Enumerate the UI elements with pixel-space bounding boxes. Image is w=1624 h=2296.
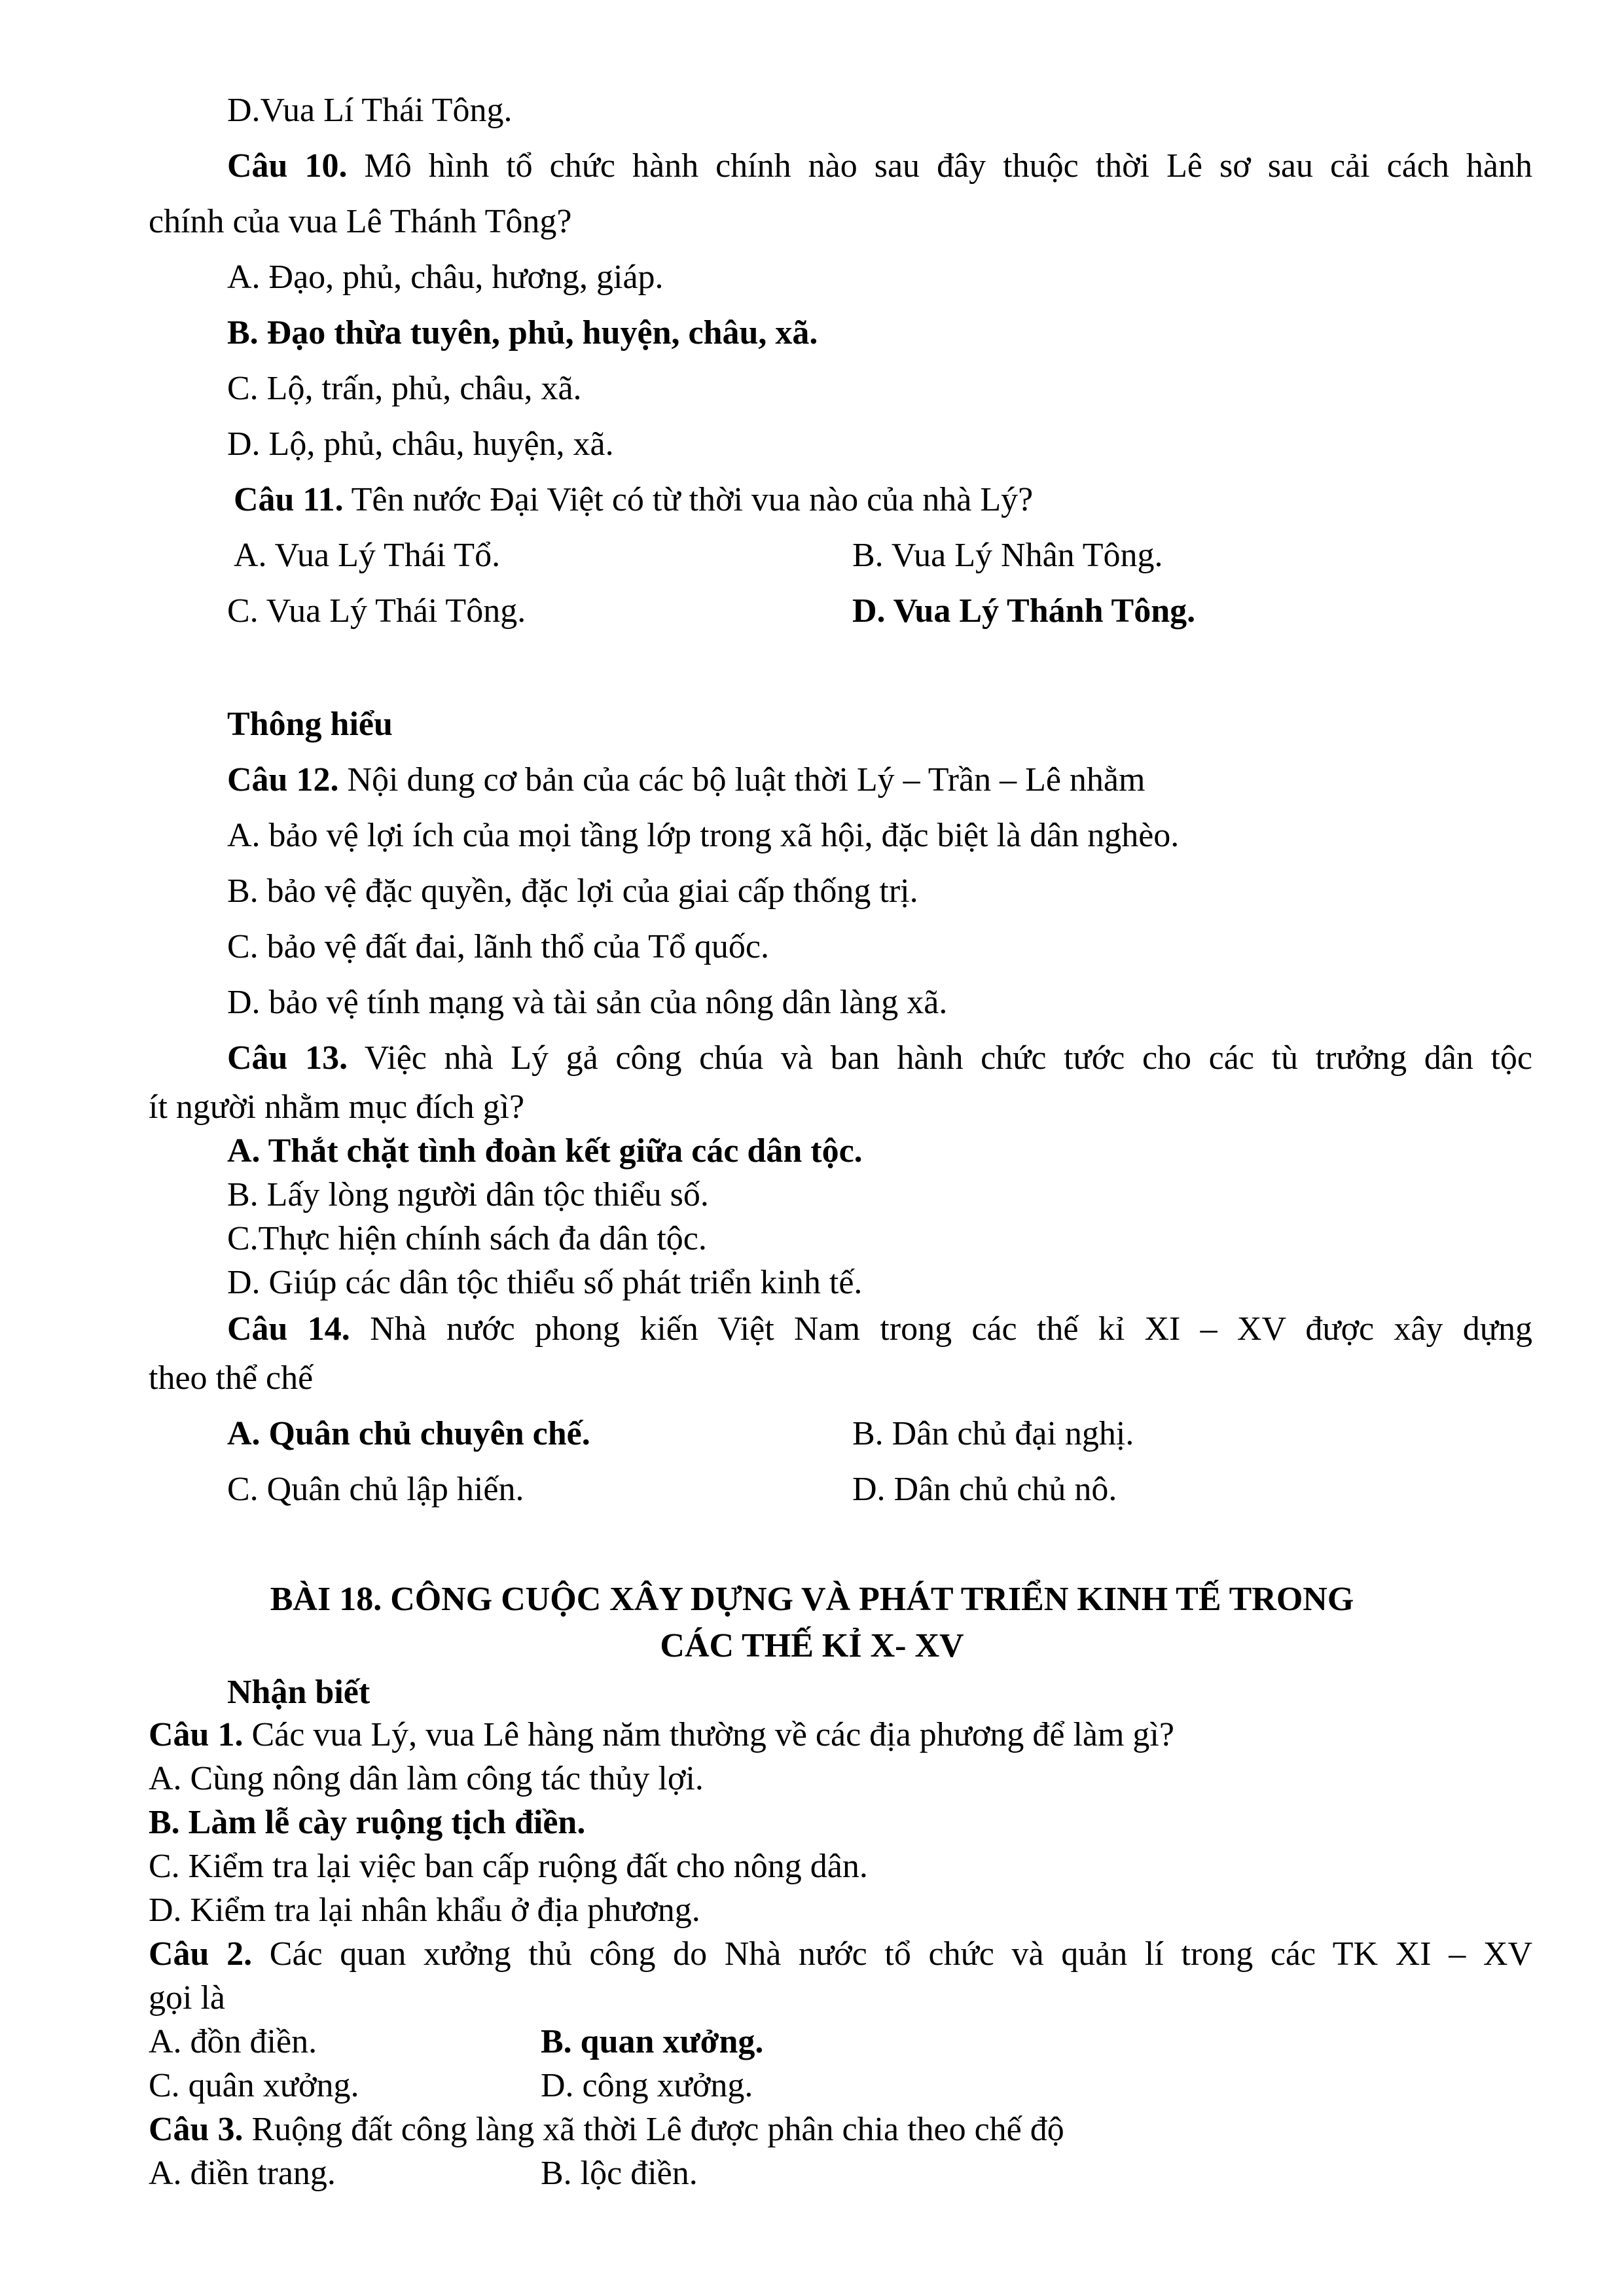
answer-option-c: C. quân xưởng. (149, 2067, 359, 2104)
lesson-title-continued: CÁC THẾ KỈ X- XV (660, 1627, 964, 1664)
question-11 (234, 483, 1033, 517)
answer-option-d: D. Lộ, phủ, châu, huyện, xã. (227, 425, 614, 463)
question-label: Câu 14. (227, 1310, 350, 1348)
answer-option-b: B. Lấy lòng người dân tộc thiểu số. (227, 1176, 709, 1213)
question-text: Các vua Lý, vua Lê hàng năm thường về các địa phương để làm gì? (243, 1716, 1174, 1753)
answer-option-b-correct: B. Làm lễ cày ruộng tịch điền. (149, 1804, 586, 1841)
answer-option-d: D. công xưởng. (541, 2067, 753, 2104)
answer-option-a-correct: A. Quân chủ chuyên chế. (227, 1415, 590, 1452)
answer-option-c: C. Lộ, trấn, phủ, châu, xã. (227, 370, 582, 407)
question-text: Các quan xưởng thủ công do Nhà nước tổ chức và quản lí trong các TK XI – XV (252, 1935, 1532, 1973)
question-12 (227, 763, 1145, 797)
question-label: Câu 10. (227, 147, 348, 185)
answer-option-a-correct: A. Thắt chặt tình đoàn kết giữa các dân tộc. (227, 1132, 863, 1170)
answer-option-d: D. Giúp các dân tộc thiểu số phát triển kinh tế. (227, 1264, 863, 1301)
answer-option-c: C. bảo vệ đất đai, lãnh thổ của Tổ quốc. (227, 928, 769, 965)
answer-option-a: A. bảo vệ lợi ích của mọi tầng lớp trong xã hội, đặc biệt là dân nghèo. (227, 817, 1180, 854)
question-label: Câu 13. (227, 1039, 348, 1077)
section-heading: Nhận biết (227, 1674, 370, 1711)
question-label: Câu 12. (227, 761, 339, 798)
question-text: Tên nước Đại Việt có từ thời vua nào của nhà Lý? (343, 481, 1034, 518)
section-heading: Thông hiểu (227, 706, 393, 743)
answer-option-a: A. đồn điền. (149, 2023, 317, 2060)
answer-option-c: C.Thực hiện chính sách đa dân tộc. (227, 1220, 707, 1257)
answer-option-c: C. Quân chủ lập hiến. (227, 1471, 524, 1508)
question-text: Việc nhà Lý gả công chúa và ban hành chức tước cho các tù trưởng dân tộc (348, 1039, 1532, 1077)
question-label: Câu 11. (234, 481, 344, 518)
question-text: Ruộng đất công làng xã thời Lê được phân chia theo chế độ (243, 2111, 1064, 2148)
answer-option-c: C. Kiểm tra lại việc ban cấp ruộng đất cho nông dân. (149, 1848, 868, 1885)
question-10 (227, 149, 1532, 183)
question-14 (227, 1312, 1532, 1346)
answer-option-d: D. Dân chủ chủ nô. (852, 1471, 1117, 1508)
question-text: Nội dung cơ bản của các bộ luật thời Lý – Trần – Lê nhằm (338, 761, 1146, 798)
question-2 (149, 1937, 1532, 1971)
answer-option-c: C. Vua Lý Thái Tông. (227, 592, 526, 630)
answer-option-d: D. bảo vệ tính mạng và tài sản của nông dân làng xã. (227, 984, 948, 1021)
answer-option-b: B. bảo vệ đặc quyền, đặc lợi của giai cấp thống trị. (227, 872, 918, 910)
answer-option-b-correct: B. Đạo thừa tuyên, phủ, huyện, châu, xã. (227, 314, 818, 351)
answer-option-a: A. Vua Lý Thái Tổ. (234, 537, 501, 574)
question-text-continued: ít người nhằm mục đích gì? (149, 1088, 525, 1126)
question-1 (149, 1718, 1174, 1752)
question-text-continued: theo thể chế (149, 1359, 314, 1397)
question-text-continued: gọi là (149, 1979, 225, 2017)
answer-option-b: B. Vua Lý Nhân Tông. (852, 537, 1163, 574)
answer-option: D.Vua Lí Thái Tông. (227, 92, 513, 129)
lesson-title: BÀI 18. CÔNG CUỘC XÂY DỰNG VÀ PHÁT TRIỂN KINH TẾ TRONG (270, 1581, 1354, 1618)
answer-option-b: B. lộc điền. (541, 2155, 698, 2192)
answer-option-d: D. Kiểm tra lại nhân khẩu ở địa phương. (149, 1892, 700, 1929)
question-label: Câu 3. (149, 2111, 244, 2148)
answer-option-d-correct: D. Vua Lý Thánh Tông. (852, 592, 1196, 630)
question-label: Câu 1. (149, 1716, 244, 1753)
answer-option-b: B. Dân chủ đại nghị. (852, 1415, 1134, 1452)
answer-option-a: A. Cùng nông dân làm công tác thủy lợi. (149, 1760, 704, 1797)
answer-option-a: A. Đạo, phủ, châu, hương, giáp. (227, 259, 664, 296)
question-text: Nhà nước phong kiến Việt Nam trong các thế kỉ XI – XV được xây dựng (350, 1310, 1532, 1348)
question-text: Mô hình tổ chức hành chính nào sau đây thuộc thời Lê sơ sau cải cách hành (347, 147, 1532, 185)
answer-option-b-correct: B. quan xưởng. (541, 2023, 764, 2060)
question-label: Câu 2. (149, 1935, 253, 1973)
question-text-continued: chính của vua Lê Thánh Tông? (149, 203, 572, 240)
question-13 (227, 1041, 1532, 1075)
answer-option-a: A. điền trang. (149, 2155, 336, 2192)
question-3 (149, 2113, 1064, 2147)
